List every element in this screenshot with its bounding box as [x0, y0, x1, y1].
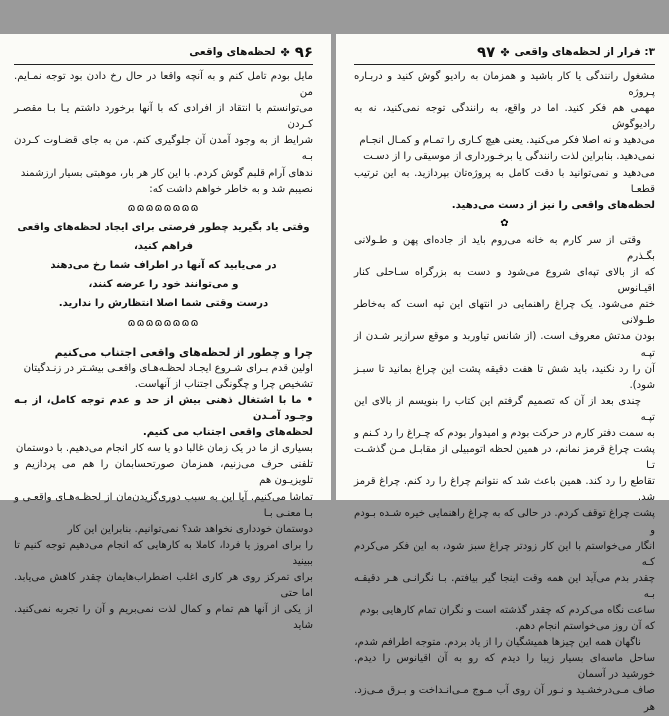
text-line: که از بالای تپه‌ای شروع می‌شود و دست به بزرگراه سـاحلی کنار اقیـانوس — [354, 267, 655, 295]
page-number: ۹۷ — [477, 43, 496, 61]
text-line: تشخیص چرا و چگونگی اجتناب از آنهاست. — [134, 378, 313, 390]
text-line: می‌دهید و نه اصلا فکر می‌کنید. یعنی هیچ کـاری را تمـام و کمـال انجـام — [359, 135, 655, 147]
quote-line: و می‌توانند خود را عرضه کنند، — [88, 278, 239, 290]
text-line: دوستمان خودداری نخواهد شد؟ نمی‌توانیم. بنابراین این کار — [67, 523, 313, 535]
text-line: نمی‌دهید. بنابراین لذت رانندگی یا برخـورداری از موسیقی را از دسـت — [363, 151, 655, 163]
text-line: از یکی از آنها هم تمام و کمال لذت نمی‌بریم و آن را تجربه نمی‌کنید. شاید — [14, 604, 313, 632]
bullet-line: • ما با اشتغال ذهنی بیش از حد و عدم توجه کامل، از بـه وجـود آمـدن — [14, 394, 313, 423]
left-page-header — [14, 42, 313, 65]
text-line: وقتی از سر کارم به خانه می‌روم باید از جاده‌ای پهن و طـولانی بگـذرم — [354, 234, 655, 262]
decorative-divider: ɷɷɷɷɷɷɷɷ — [127, 200, 200, 214]
text-line: تماشا می‌کنیم. آیا این به سبب دوری‌گزیدن‌مان از لحظـه‌هـای واقعـی و بـا معنـی بـا — [14, 491, 313, 519]
text-line: مهمی هم فکر کنید. اما در واقع، به رانندگی توجه نمی‌کنید، نه به رادیوگوش — [354, 103, 655, 131]
text-line: تلفنی حرف می‌زنیم، همزمان صورتحسابمان را هم می‌ پردازیم و تلویزیـون هم — [14, 459, 313, 487]
text-line: چقدر بدم می‌آید این همه وقت اینجا گیر بیافتم. بـا نگرانـی هـر دقیقـه بـه — [354, 572, 655, 600]
quote-line: وقتی یاد بگیرید چطور فرصتی برای ایجاد لحظه‌های واقعی فراهم کنید، — [17, 221, 310, 252]
text-line: بودن مدتش معروف است. (از شانس تیاوربد و موقع سرازیر شـدن از تپـه — [354, 331, 655, 359]
text-line: صاف مـی‌درخشـید و نـور آن روی آب مـوج مـی‌انـداخت و بـرق مـی‌زد. هر — [354, 685, 655, 713]
text-line: چندی بعد از آن که تصمیم گرفتم این کتاب را بنویسم از بالای این تپـه — [354, 395, 655, 423]
ornament-icon: ✤ — [280, 45, 290, 59]
ornament-icon: ✤ — [500, 45, 510, 59]
text-line: آن را رد نکنید، باید شش تا هفت دقیقه پشت این چراغ بمانید تا سبـز شود). — [354, 363, 655, 391]
body-text — [354, 69, 655, 214]
running-title: لحظه‌های واقعی — [189, 46, 276, 58]
quote-line: در می‌یابید که آنها در اطراف شما رخ می‌دهند — [50, 259, 277, 271]
text-line: مشغول رانندگی یا کار باشید و همزمان به رادیو گوش کنید و دربـاره پـروژه — [354, 71, 655, 99]
bullet-line: لحظه‌های واقعی اجتناب می‌ کنیم. — [142, 427, 313, 439]
decorative-divider: ɷɷɷɷɷɷɷɷ — [127, 315, 200, 329]
right-page — [336, 34, 669, 713]
quote-block — [14, 218, 313, 313]
text-line: شرایط از به وجود آمدن آن جلوگیری کنم. من به جای قضـاوت کـردن بـه — [14, 135, 313, 163]
body-text — [14, 69, 313, 198]
body-text — [354, 233, 655, 716]
text-line: بسیاری از ما در یک زمان غالبا دو یا سه کار انجام می‌دهیم. با دوستمان — [15, 443, 313, 455]
running-title: ۳: فرار از لحظه‌های واقعی — [514, 46, 655, 58]
text-line: مایل بودم تامل کنم و به آنچه واقعا در حال رخ دادن بود توجه نمـایم. من — [14, 71, 313, 99]
text-line: که آن روز می‌خواستم انجام دهم. — [515, 621, 655, 633]
text-line: انگار می‌خواستم با این کار زودتر چراغ سبز شود، به این فکر می‌کردم کـه — [354, 540, 655, 568]
text-line: پشت چراغ توقف کردم. در حالی که به چراغ راهنمایی خیره شـده بـودم و — [354, 508, 655, 536]
text-line: ساعت نگاه می‌کردم که چقدر گذشته است و نگران تمام کارهایی بودم — [359, 605, 655, 616]
text-line: ساحل ماسه‌ای بسیار زیبا را دیدم که رو به آن اقیانوس را دیدم. خورشید در آسمان — [354, 653, 655, 681]
right-header-title-group — [477, 43, 655, 61]
right-page-header — [354, 42, 655, 65]
flower-icon: ✿ — [500, 217, 509, 229]
left-page — [0, 34, 331, 632]
text-line: می‌توانستم با انتقاد از افرادی که با آنها برخورد داشتم یـا بـا مقصـر کـردن — [14, 103, 313, 131]
left-header-title-group — [189, 43, 313, 61]
text-line: لحظه‌های واقعی را نیز از دست می‌دهید. — [451, 199, 655, 211]
quote-line: درست وقتی شما اصلا انتظارش را ندارید. — [58, 297, 269, 309]
page-number: ۹۶ — [294, 43, 313, 61]
text-line: ناگهان همه این چیزها همیشگیان را از یاد بردم. متوجه اطرافم شدم، — [354, 637, 641, 649]
text-line: برای تمرکز روی هر کاری اغلب اضطراب‌هایمان چقدر کاهش می‌یابد. اما حتی — [14, 571, 313, 600]
text-line: به سمت دفتر کارم در حرکت بودم و امیدوار بودم که چـراغ را رد کـنم و — [354, 427, 655, 439]
text-line: تقاطع را رد کند. همین باعث شد که نتوانم چراغ را رد کنم. چراغ قرمز شد. — [354, 476, 655, 504]
text-line: ندهای آرام قلبم گوش کردم. با این کار هر بار، موهبتی بسیار ارزشمند — [20, 167, 313, 179]
text-line: را برای امروز یا فردا، کاملا به کارهایی که انجام می‌دهیم توجه کنیم تا ببینید — [14, 539, 313, 567]
section-heading: چرا و چطور از لحظه‌های واقعی اجتناب می‌کنیم — [54, 345, 313, 359]
text-line: ختم می‌شود. یک چراغ راهنمایی در انتهای این تپه است که به‌خاطر طـولانی — [354, 299, 655, 327]
text-line: نصیبم شد و به خاطر خواهم داشت که: — [149, 183, 313, 195]
text-line: اولین قدم بـرای شـروع ایجـاد لحظـه‌هـای واقعـی بیشـتر در زنـدگیتان — [23, 362, 313, 374]
text-line: پشت چراغ قرمز نمانم، در همین لحظه اتومبیلی از مقابـل مـن گذشـت تـا — [354, 444, 655, 472]
text-line: می‌دهید و نمی‌توانید با دقت کامل به پروژه‌تان بپردازید. به این ترتیب قطعـا — [354, 167, 655, 195]
